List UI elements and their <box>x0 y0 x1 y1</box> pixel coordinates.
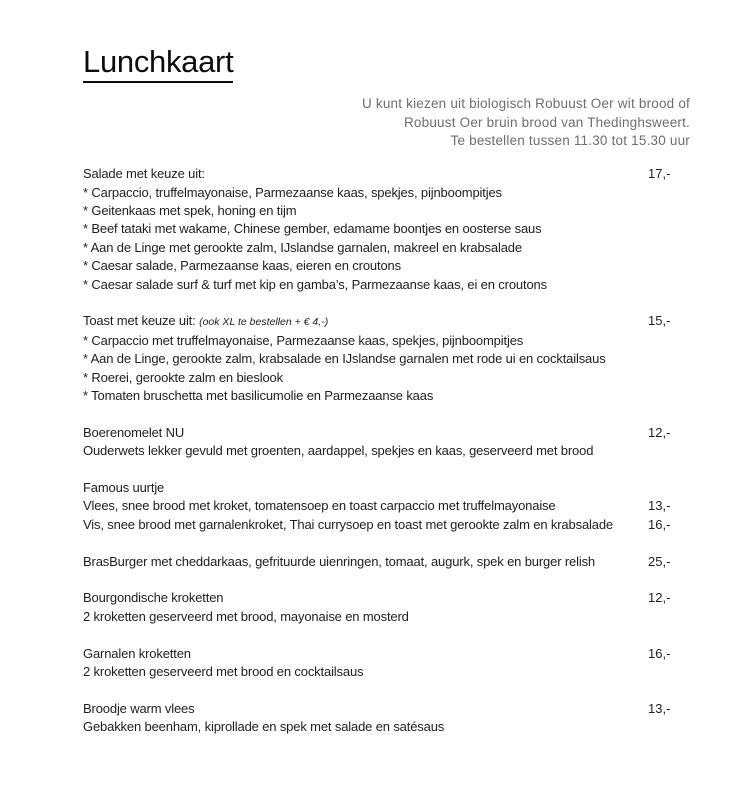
price: 13,- <box>648 498 671 514</box>
menu-section-brasburger <box>83 553 733 571</box>
menu-item: * Beef tataki met wakame, Chinese gember, edamame boontjes en oosterse saus <box>83 221 542 237</box>
menu <box>83 165 733 736</box>
menu-item: * Aan de Linge, gerookte zalm, krabsalade en IJslandse garnalen met rode ui en cocktailsaus <box>83 351 606 367</box>
section-header <box>83 165 733 183</box>
item-description: Gebakken beenham, kiprollade en spek met salade en satésaus <box>83 719 445 735</box>
section-note: (ook XL te bestellen + € 4,-) <box>199 316 329 329</box>
menu-item-text: Vis, snee brood met garnalenkroket, Thai currysoep en toast met gerookte zalm en krabsalade <box>83 516 614 532</box>
item-description: Ouderwets lekker gevuld met groenten, aardappel, spekjes en kaas, geserveerd met brood <box>83 443 594 459</box>
menu-item: * Caesar salade surf & turf met kip en gamba’s, Parmezaanse kaas, ei en croutons <box>83 276 547 292</box>
section-header <box>83 553 733 571</box>
price: 13,- <box>648 700 671 716</box>
price: 15,- <box>648 313 671 329</box>
menu-section-salade <box>83 165 733 294</box>
price: 16,- <box>648 645 671 661</box>
section-header <box>83 424 733 442</box>
menu-item: * Tomaten bruschetta met basilicumolie en Parmezaanse kaas <box>83 387 434 403</box>
section-title: Garnalen kroketten <box>83 645 191 661</box>
item-description: 2 kroketten geserveerd met brood, mayonaise en mosterd <box>83 608 409 624</box>
intro-line: Te bestellen tussen 11.30 tot 15.30 uur <box>450 133 690 149</box>
menu-item <box>83 516 733 534</box>
menu-item-text: Vlees, snee brood met kroket, tomatensoep en toast carpaccio met truffelmayonaise <box>83 498 556 514</box>
section-title: Famous uurtje <box>83 479 165 495</box>
lunch-menu-document <box>0 44 753 805</box>
menu-section-broodje-warm-vlees <box>83 700 733 737</box>
menu-item: * Geitenkaas met spek, honing en tijm <box>83 202 297 218</box>
section-header <box>83 312 733 331</box>
menu-item: * Carpaccio met truffelmayonaise, Parmezaanse kaas, spekjes, pijnboompitjes <box>83 332 524 348</box>
menu-item <box>83 497 733 515</box>
intro-line: U kunt kiezen uit biologisch Robuust Oer wit brood of <box>361 96 690 111</box>
page-title <box>83 44 753 83</box>
section-title: Toast met keuze uit: <box>83 313 196 329</box>
section-title: Salade met keuze uit: <box>83 166 205 182</box>
section-title: Boerenomelet NU <box>83 424 185 440</box>
section-title: Bourgondische kroketten <box>83 590 224 606</box>
price: 16,- <box>648 516 671 532</box>
section-title: BrasBurger met cheddarkaas, gefrituurde uienringen, tomaat, augurk, spek en burger relish <box>83 553 595 569</box>
menu-item: * Roerei, gerookte zalm en bieslook <box>83 369 283 385</box>
section-title: Broodje warm vlees <box>83 700 195 716</box>
section-header <box>83 645 733 663</box>
price: 25,- <box>648 553 671 569</box>
section-header <box>83 479 733 497</box>
menu-section-bourgondische-kroketten <box>83 589 733 626</box>
intro-text <box>0 95 753 151</box>
item-description: 2 kroketten geserveerd met brood en cocktailsaus <box>83 663 364 679</box>
intro-line: Robuust Oer bruin brood van Thedinghsweert. <box>403 114 690 130</box>
menu-section-boerenomelet <box>83 424 733 461</box>
price: 12,- <box>648 424 671 440</box>
menu-section-famous-uurtje <box>83 479 733 534</box>
menu-item: * Carpaccio, truffelmayonaise, Parmezaanse kaas, spekjes, pijnboompitjes <box>83 184 502 200</box>
menu-item: * Aan de Linge met gerookte zalm, IJslandse garnalen, makreel en krabsalade <box>83 239 522 255</box>
menu-section-toast <box>83 312 733 405</box>
menu-item: * Caesar salade, Parmezaanse kaas, eieren en croutons <box>83 258 401 274</box>
price: 12,- <box>648 590 671 606</box>
menu-section-garnalen-kroketten <box>83 645 733 682</box>
price: 17,- <box>648 166 671 182</box>
page-title-text: Lunchkaart <box>83 44 233 83</box>
section-header <box>83 589 733 607</box>
section-header <box>83 700 733 718</box>
